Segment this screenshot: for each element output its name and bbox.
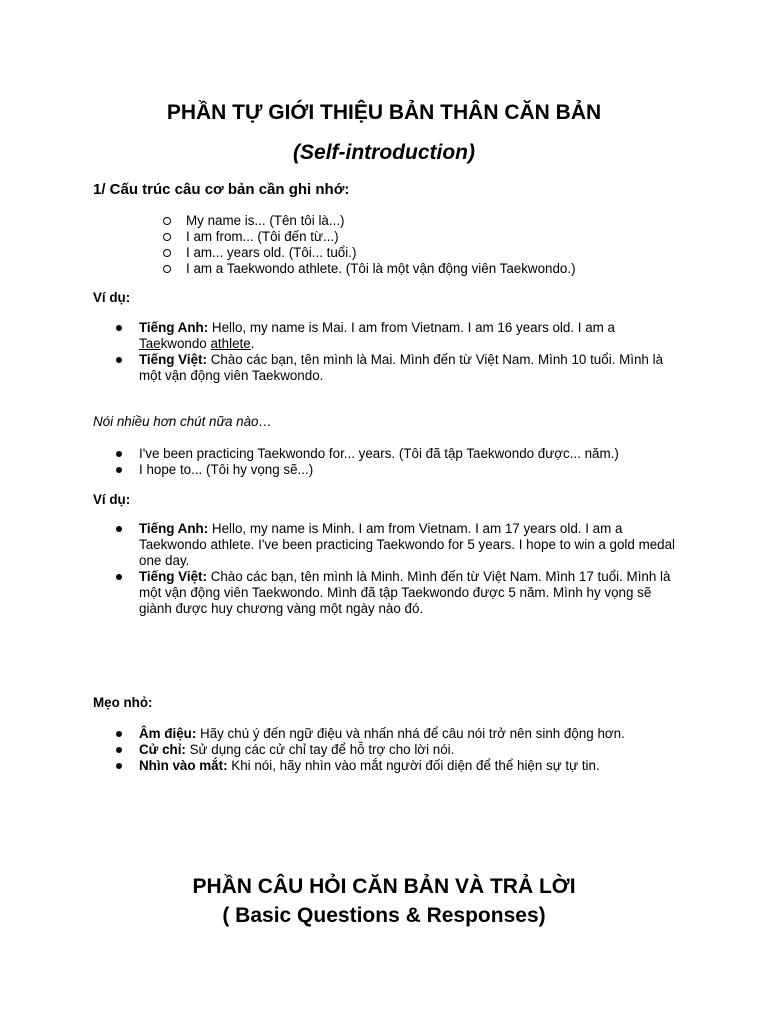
- list-item: Nhìn vào mắt: Khi nói, hãy nhìn vào mắt người đối diện để thể hiện sự tự tin.: [116, 758, 676, 774]
- bullet-icon: [116, 747, 122, 753]
- structure-heading: 1/ Cấu trúc câu cơ bản cần ghi nhớ:: [93, 181, 350, 198]
- bullet-icon: [116, 451, 122, 457]
- bullet-icon: [116, 467, 122, 473]
- list-item: I am a Taekwondo athlete. (Tôi là một vận động viên Taekwondo.): [160, 261, 680, 277]
- bullet-icon: [116, 574, 122, 580]
- section-subtitle: (Self-introduction): [293, 141, 475, 164]
- example2-list: [116, 521, 676, 617]
- section-title: PHẦN CÂU HỎI CĂN BẢN VÀ TRẢ LỜI: [192, 875, 576, 898]
- more-note: Nói nhiều hơn chút nữa nào…: [93, 414, 272, 429]
- circle-bullet-icon: [163, 233, 171, 241]
- list-item: I've been practicing Taekwondo for... years. (Tôi đã tập Taekwondo được... năm.): [116, 446, 676, 462]
- list-item: Tiếng Anh: Hello, my name is Mai. I am from Vietnam. I am 16 years old. I am a Taekwondo athlete.: [116, 320, 676, 352]
- section-title: PHẦN TỰ GIỚI THIỆU BẢN THÂN CĂN BẢN: [166, 101, 602, 124]
- circle-bullet-icon: [163, 249, 171, 257]
- list-item: I hope to... (Tôi hy vọng sẽ...): [116, 462, 676, 478]
- list-item: I am from... (Tôi đến từ...): [160, 229, 680, 245]
- bullet-icon: [116, 763, 122, 769]
- bullet-icon: [116, 325, 122, 331]
- bullet-icon: [116, 357, 122, 363]
- structure-list: [160, 213, 680, 277]
- tips-list: [116, 726, 676, 774]
- list-item: Âm điệu: Hãy chú ý đến ngữ điệu và nhấn nhá để câu nói trở nên sinh động hơn.: [116, 726, 676, 742]
- circle-bullet-icon: [163, 217, 171, 225]
- list-item: Tiếng Việt: Chào các bạn, tên mình là Mai. Mình đến từ Việt Nam. Mình 10 tuổi. Mình là một vận động viên Taekwondo.: [116, 352, 676, 384]
- list-item: Cử chỉ: Sử dụng các cử chỉ tay để hỗ trợ cho lời nói.: [116, 742, 676, 758]
- circle-bullet-icon: [163, 265, 171, 273]
- list-item: My name is... (Tên tôi là...): [160, 213, 680, 229]
- bullet-icon: [116, 526, 122, 532]
- example1-list: [116, 320, 676, 384]
- example-label: Ví dụ:: [93, 290, 131, 305]
- bullet-icon: [116, 731, 122, 737]
- list-item: I am... years old. (Tôi... tuổi.): [160, 245, 680, 261]
- example-label: Ví dụ:: [93, 492, 131, 507]
- list-item: Tiếng Anh: Hello, my name is Minh. I am from Vietnam. I am 17 years old. I am a Taekwondo athlete. I've been practicing Taekwondo for 5 years. I hope to win a gold medal one day.: [116, 521, 676, 569]
- section-subtitle: ( Basic Questions & Responses): [222, 904, 546, 927]
- tips-label: Mẹo nhỏ:: [93, 695, 153, 710]
- list-item: Tiếng Việt: Chào các bạn, tên mình là Minh. Mình đến từ Việt Nam. Mình 17 tuổi. Mình là một vận động viên Taekwondo. Mình đã tập Taekwondo được 5 năm. Mình hy vọng sẽ giành được huy chương vàng một ngày nào đó.: [116, 569, 676, 617]
- more-list: [116, 446, 676, 478]
